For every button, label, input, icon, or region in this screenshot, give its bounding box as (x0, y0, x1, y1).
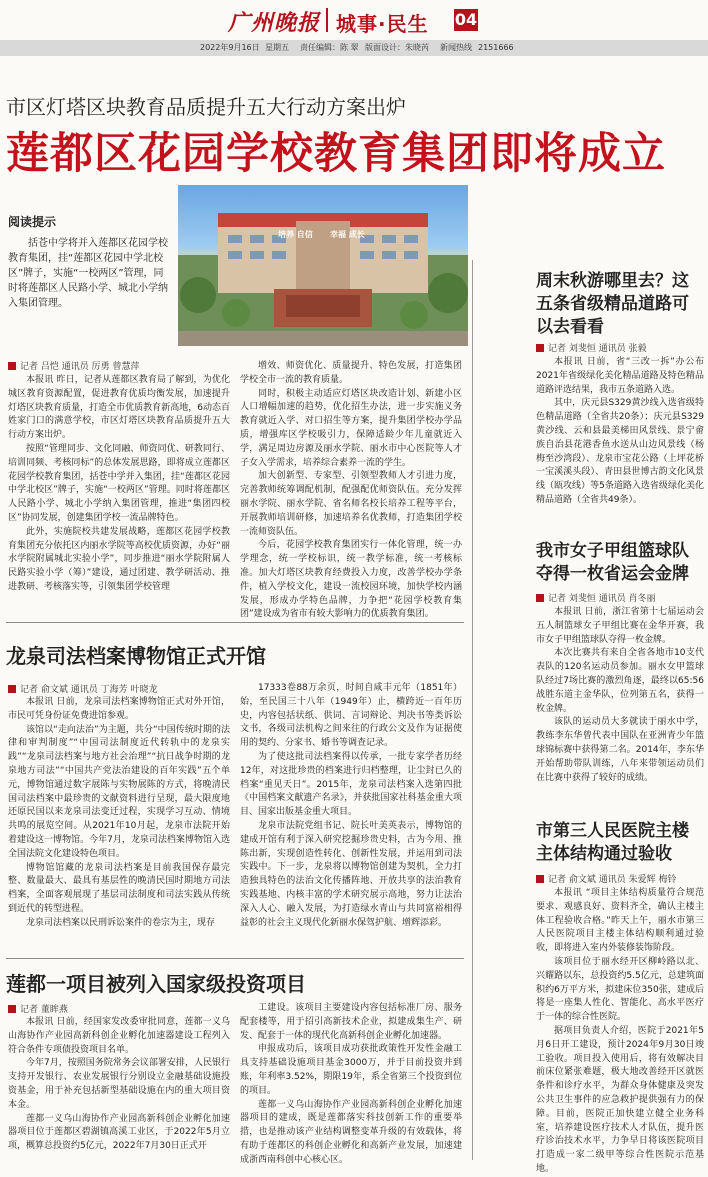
newspaper-brand: 广州晚报 (228, 10, 321, 36)
highlight-text: 括苍中学将并入莲都区花园学校教育集团，挂“莲都区花园中学北校区”牌子，实施“一校两区”管理，同时将莲都区人民路小学、城北小学纳入集团管理。 (8, 238, 168, 309)
archive-headline: 龙泉司法档案博物馆正式开馆 (6, 644, 266, 668)
byline-marker (8, 1005, 16, 1013)
byline-marker (536, 344, 544, 352)
article-paragraph: 今年7月，按照国务院常务会议部署安排，人民银行支持开发银行、农业发展银行分别设立金融基础设施投资基金，用于补充包括新型基础设施在内的重大项目资本金。 (8, 1058, 230, 1110)
byline-marker (536, 875, 544, 883)
sidebar-story2-body (536, 606, 704, 816)
archive-byline: 记者 俞文斌 通讯员 丁海芳 叶晓龙 (8, 682, 157, 695)
photo-sign-right: 幸福 成长 (330, 230, 365, 239)
archive-column-2 (240, 682, 462, 956)
article-paragraph: 本次比赛共有来自全省各地市10支代表队的120名运动员参加。丽水女甲篮球队经过7场比赛的激烈角逐，最终以65:56战胜东道主金华队，位列第五名，获得一枚金牌。 (536, 648, 704, 714)
article-paragraph: 此外，实施院校共建发展战略，莲都区花园学校教育集团充分依托区内丽水学院等高校优质资源，办好“丽水学院附属城北实验小学”，同步推进“丽水学院附属人民路实验小学（筹）”建设，通过团建、教学研活动、推进教研、考核落实等，引领集团学校管理 (8, 526, 230, 592)
byline-marker (536, 594, 544, 602)
article-paragraph: 该馆以“走向法治”为主题，共分“中国传统时期的法律和审判制度”“中国司法制度近代转轨中的龙泉实践”“龙泉司法档案与地方社会治理”“抗日战争时期的龙泉地方司法”“中国共产党法治建设的百年实践”五个单元，博物馆通过数字展陈与实物展陈的方式，将晚清民国司法档案中最珍贵的文献资料进行呈现，最大限度地还原民国以来龙泉司法变迁过程，实现学习互动、情境共鸣的展览空间。从2021年10月起，龙泉市法院开始着建设这一博物馆。今年7月，龙泉司法档案博物馆入选全国法院文化建设特色项目。 (8, 724, 230, 859)
issue-info-bar (0, 40, 708, 56)
article-paragraph: 增效、师资优化、质量提升、特色发展，打造集团学校全市一流的教育质量。 (240, 361, 462, 385)
article-paragraph: 莲都一义乌山海协作产业园高新科创企业孵化加速器项目位于莲都区碧湖镇高溪工业区，于2022年5月立项，概算总投资约5亿元，2022年7月30日正式开 (8, 1113, 230, 1152)
lead-column-2 (240, 360, 462, 644)
article-paragraph: 博物馆馆藏的龙泉司法档案是目前我国保存最完整、数量最大、最具有基层性的晚清民国时期地方司法档案，全面客观展现了基层司法制度和司法实践从传统到近代的转型进程。 (8, 862, 230, 914)
sidebar-story2-title: 我市女子甲组篮球队夺得一枚省运会金牌 (536, 541, 689, 584)
article-paragraph: 按照“管理同步、文化同融、师资同优、研教同行、培训同频、考核同标”的总体发展思路，即将成立莲都区花园学校教育集团，括苍中学并入集团，挂“莲都区花园中学北校区”牌子，实施“一校两区”管理。同时将莲都区人民路小学、城北小学纳入集团管理，推进“集团四校区”协同发展，创建集团学校一流品牌特色。 (8, 443, 230, 523)
project-byline: 记者 董眸燕 (8, 1002, 68, 1015)
section-divider (6, 622, 464, 623)
masthead (0, 0, 708, 40)
section-title: 城事·民生 (336, 12, 429, 36)
article-paragraph: 本报讯 日前，经国家发改委审批同意，莲都一义乌山海协作产业园高新科创企业孵化加速器建设工程列入符合条件专项债投资项目名单。 (8, 1017, 230, 1055)
article-paragraph: 该队的运动员大多就读于丽水中学，教练李东华曾代表中国队在亚洲青少年篮球锦标赛中获得第二名。2014年，李东华开始帮助带队训练，八年来带领运动员们在比赛中获得了较好的成绩。 (536, 717, 704, 783)
article-paragraph: 其中，庆元县S329黄沙线入选省级特色精品道路（全省共20条）；庆元县S329黄沙线、云和县最美梯田风景线、景宁畲族自治县花港香鱼水送从山边风景线（杨梅至沙湾段）、龙泉市宝花公路（上坪花桥一宝溪溪头段）、青田县世博古韵文化风景线（瓯攻线）等5条道路入选省级绿化美化精品道路（全省共49条）。 (536, 398, 704, 505)
sidebar-story1-byline: 记者 刘斐恒 通讯员 张毅 (536, 341, 647, 354)
masthead-divider (326, 8, 328, 32)
designer-credit: 版面设计：朱晓芮 (365, 43, 429, 52)
article-paragraph: 龙泉司法档案以民刑诉讼案件的卷宗为主，现存 (26, 917, 216, 928)
project-column-1 (8, 1016, 230, 1160)
article-paragraph: 莲都一义乌山海协作产业园高新科创企业孵化加速器项目的建成，既是莲都落实科技创新工作的重要举措，也是推动该产业结构调整变革升级的有效载体，将有助于莲都区的科创企业孵化和高新产业发展，加速建成浙西南科创中心核心区。 (240, 1099, 462, 1165)
article-paragraph: 17333卷88万余页，时间自咸丰元年（1851年）始，至民国三十八年（1949年）止，横跨近一百年历史，内容包括状纸、供词、言词辩论、判决书等类诉讼文书，各级司法机构之间来往的行政公文及作为证据使用的契约、分家书、婚书等调查记录。 (240, 683, 462, 749)
article-paragraph: 据项目负责人介绍，医院于2021年5月6日开工建设，预计2024年9月30日竣工验收。项目投入使用后，将有效解决目前床位紧张难题，极大地改善经开区就医条件和诊疗水平，为群众身体健康及突发公共卫生事件的应急救护提供强有力的保障。目前，医院正加快建立健全业务科室，培养建设医疗技术人才队伍，提升医疗诊治技术水平，力争早日将该医院项目打造成一家二级甲等综合性医院示范基地。 (536, 1025, 704, 1174)
article-paragraph: 龙泉市法院党组书记、院长叶美英表示，博物馆的建成开馆有利于深入研究挖掘珍贵史料，古为今用、推陈出新，实现创造性转化、创新性发展，并运用到司法实践中。下一步，龙泉将以博物馆创建为契机，全力打造独具特色的法治文化传播阵地、开放共享的法治教育实践基地、内核丰富的学术研究展示高地，努力让法治深入人心、融入发展，为打造绿水青山与共同富裕相得益彰的社会主义现代化新丽水保驾护航、增辉添彩。 (240, 820, 462, 928)
article-paragraph: 本报讯 昨日，记者从莲都区教育局了解到，为优化城区教育资源配置，促进教育优质均衡发展，加速提升灯塔区块教育质量，打造全市优质教育新高地，6动态百姓家门口的满意学校，市区灯塔区块教育品质提升五大行动方案出炉。 (8, 375, 230, 441)
lead-headline: 莲都区花园学校教育集团即将成立 (6, 129, 666, 179)
column-divider (472, 260, 473, 1160)
lead-byline: 记者 吕恺 通讯员 厉勇 曾慧萍 (8, 359, 139, 372)
article-paragraph: 该项目位于丽水经开区柳岭路以北、兴耀路以东，总投资约5.5亿元，总建筑面积约6万平方米，拟建床位350张，建成后将是一座集人性化、智能化、高水平医疗于一体的综合性医院。 (536, 956, 704, 1023)
byline-marker (8, 362, 16, 370)
highlight-title: 阅读提示 (8, 215, 57, 229)
photo-sign-left: 培养 自信 (278, 230, 313, 239)
sidebar-story3-byline: 记者 俞文斌 通讯员 朱爱辉 梅铃 (536, 872, 676, 885)
article-paragraph: 为了使这批司法档案得以传承，一批专家学者历经12年，对这批珍贵的档案进行归档整理，让尘封已久的档案“重见天日”。2015年，龙泉司法档案入选第四批《中国档案文献遗产名录》，并获批国家社科基金重大项目、国家出版基金重大项目。 (240, 751, 462, 818)
lead-column-1 (8, 374, 230, 644)
hotline-number: 2151666 (478, 43, 514, 52)
project-column-2 (240, 1002, 462, 1165)
sidebar-story1-body (536, 356, 704, 536)
section-divider (6, 958, 464, 959)
lead-subheadline: 市区灯塔区块教育品质提升五大行动方案出炉 (6, 95, 406, 119)
byline-marker (8, 685, 16, 693)
page-number-badge: 04 (454, 10, 478, 29)
article-paragraph: 申报成功后，该项目成功获批政策性开发性金融工具支持基础设施项目基金3000万，并于目前投资并到账，年利率3.52%，期限19年，系全省第三个投资到位的项目。 (240, 1044, 462, 1096)
article-paragraph: 本报讯 “项目主体结构质量符合规范要求、观感良好、资料齐全，确认主楼主体工程验收合格。”昨天上午，丽水市第三人民医院项目主楼主体结构顺利通过验收，即将进入室内外装修装饰阶段。 (536, 888, 704, 954)
article-paragraph: 今后，花园学校教育集团实行一体化管理，统一办学理念，统一学校标识，统一教学标准，统一考核标准。加大灯塔区块教育经费投入力度，改善学校办学条件，植入学校文化，建设一流校园环境，加快学校内涵发展，形成办学特色品牌，力争把“花园学校教育集团”建设成为省市有较大影响力的优质教育集团。 (240, 540, 462, 620)
editor-credit: 责任编辑：陈 翠 (300, 43, 359, 52)
sidebar-story1-title: 周末秋游哪里去？这五条省级精品道路可以去看看 (536, 271, 689, 337)
sidebar-story3-body (536, 887, 704, 1174)
issue-weekday: 星期五 (265, 43, 289, 52)
project-headline: 莲都一项目被列入国家级投资项目 (6, 972, 306, 996)
article-paragraph: 加大创新型、专家型、引领型教师人才引进力度，完善教师统筹调配机制，配强配优师资队伍。充分发挥丽水学院、丽水学院、省名师名校长培养工程等平台，开展教师培训研修，加速培养名优教师，打造集团学校一流师资队伍。 (240, 471, 462, 537)
article-paragraph: 本报讯 日前，龙泉司法档案博物馆正式对外开馆，市民可凭身份证免费进馆参观。 (8, 697, 230, 721)
article-paragraph: 本报讯 日前，省“三改一拆”办公布2021年省级绿化美化精品道路及特色精品道路评选结果，我市五条道路入选。 (536, 357, 704, 395)
article-paragraph: 工建设。该项目主要建设内容包括标准厂房、服务配套楼等，用于招引高新技术企业，拟建成集生产、研发、配套于一体的现代化高新科创企业孵化加速器。 (240, 1003, 462, 1041)
article-paragraph: 同时，积极主动适应灯塔区块改造计划、新建小区人口增幅加速的趋势，优化招生办法，进一步实施义务教育就近入学、对口招生等方案，提升集团学校办学品质，增强库区学校吸引力，保障适龄少年儿童就近入学，满足周边房源及丽水学院、丽水市中心医院等人才子女入学需求，培养综合素养一流的学生。 (240, 388, 462, 468)
sidebar-story3-title: 市第三人民医院主楼主体结构通过验收 (536, 821, 689, 864)
hotline-label: 新闻热线 (440, 43, 472, 52)
school-photo (178, 185, 468, 346)
sidebar-story2-byline: 记者 刘斐恒 通讯员 肖冬丽 (536, 591, 656, 604)
article-paragraph: 本报讯 日前，浙江省第十七届运动会五人制篮球女子甲组比赛在金华开赛，我市女子甲组篮球队夺得一枚金牌。 (536, 607, 704, 645)
school-building-illustration (178, 185, 468, 346)
issue-date: 2022年9月16日 (200, 43, 260, 52)
archive-column-1 (8, 696, 230, 956)
